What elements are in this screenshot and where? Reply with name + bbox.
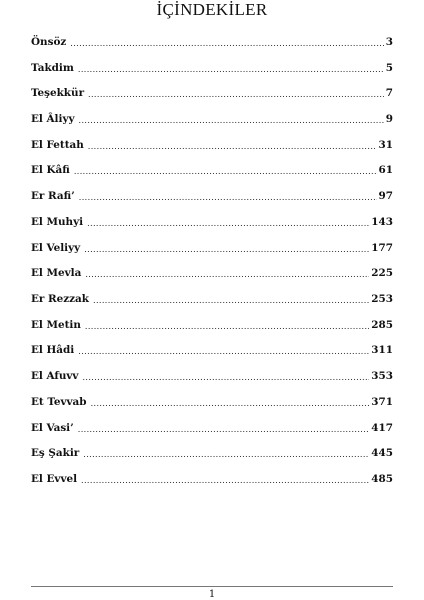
toc-entry-page-number: 31	[378, 138, 393, 151]
toc-entry-title: El Afuvv	[31, 370, 79, 383]
toc-entry[interactable]	[31, 466, 393, 492]
toc-entry-title: El Veliyy	[31, 241, 81, 254]
page-title: İÇİNDEKİLER	[156, 0, 268, 19]
toc-entry[interactable]	[31, 441, 393, 467]
dot-leader	[91, 397, 370, 411]
dot-leader	[74, 165, 377, 179]
toc-entry-title: Eş Şakir	[31, 447, 80, 460]
dot-leader	[78, 423, 370, 437]
toc-entry[interactable]	[31, 363, 393, 389]
dot-leader	[81, 474, 369, 488]
toc-entry[interactable]	[31, 106, 393, 132]
dot-leader	[70, 37, 383, 51]
toc-entry-title: El Muhyi	[31, 215, 84, 228]
toc-entry-title: El Âliyy	[31, 113, 75, 126]
toc-entry-page-number: 5	[385, 61, 393, 74]
toc-entry[interactable]	[31, 55, 393, 81]
toc-entry-page-number: 143	[371, 215, 393, 228]
toc-entry-title: Et Tevvab	[31, 395, 87, 408]
toc-entry-title: Teşekkür	[31, 87, 85, 100]
toc-entry-page-number: 445	[371, 447, 393, 460]
toc-entry-title: El Hâdi	[31, 344, 75, 357]
page-number: 1	[208, 589, 216, 600]
toc-entry-page-number: 225	[371, 267, 393, 280]
toc-entry-page-number: 177	[371, 241, 393, 254]
toc-entry-page-number: 353	[371, 370, 393, 383]
dot-leader	[88, 88, 384, 102]
toc-entry[interactable]	[31, 415, 393, 441]
toc-entry[interactable]	[31, 80, 393, 106]
footer-divider	[31, 586, 393, 587]
toc-entry-page-number: 417	[371, 421, 393, 434]
toc-entry-title: Takdim	[31, 61, 74, 74]
toc-entry-title: El Kâfi	[31, 164, 70, 177]
dot-leader	[85, 268, 369, 282]
table-of-contents	[31, 29, 393, 492]
toc-entry[interactable]	[31, 235, 393, 261]
toc-entry-title: El Metin	[31, 318, 81, 331]
toc-entry[interactable]	[31, 312, 393, 338]
dot-leader	[82, 371, 369, 385]
toc-entry[interactable]	[31, 183, 393, 209]
dot-leader	[93, 294, 369, 308]
toc-entry-page-number: 371	[371, 395, 393, 408]
toc-entry-title: El Fettah	[31, 138, 84, 151]
toc-entry-title: El Evvel	[31, 473, 78, 486]
toc-entry-title: El Vasi’	[31, 421, 74, 434]
toc-entry[interactable]	[31, 29, 393, 55]
dot-leader	[78, 63, 384, 77]
toc-entry-title: Önsöz	[31, 35, 67, 48]
toc-entry[interactable]	[31, 286, 393, 312]
toc-entry-title: Er Rezzak	[31, 293, 89, 306]
toc-entry[interactable]	[31, 260, 393, 286]
toc-entry[interactable]	[31, 389, 393, 415]
toc-entry-page-number: 97	[378, 190, 393, 203]
toc-entry-title: El Mevla	[31, 267, 82, 280]
toc-entry-page-number: 485	[371, 473, 393, 486]
toc-entry[interactable]	[31, 338, 393, 364]
dot-leader	[88, 140, 377, 154]
dot-leader	[87, 217, 369, 231]
toc-entry-page-number: 9	[385, 113, 393, 126]
dot-leader	[85, 320, 369, 334]
toc-entry-page-number: 7	[385, 87, 393, 100]
toc-entry-page-number: 61	[378, 164, 393, 177]
dot-leader	[79, 114, 384, 128]
toc-entry-title: Er Rafi’	[31, 190, 75, 203]
toc-entry-page-number: 3	[385, 35, 393, 48]
toc-entry[interactable]	[31, 158, 393, 184]
dot-leader	[83, 448, 369, 462]
dot-leader	[78, 345, 369, 359]
toc-entry[interactable]	[31, 209, 393, 235]
dot-leader	[84, 243, 369, 257]
toc-entry-page-number: 285	[371, 318, 393, 331]
dot-leader	[79, 191, 377, 205]
toc-entry-page-number: 311	[371, 344, 393, 357]
toc-entry-page-number: 253	[371, 293, 393, 306]
toc-entry[interactable]	[31, 132, 393, 158]
